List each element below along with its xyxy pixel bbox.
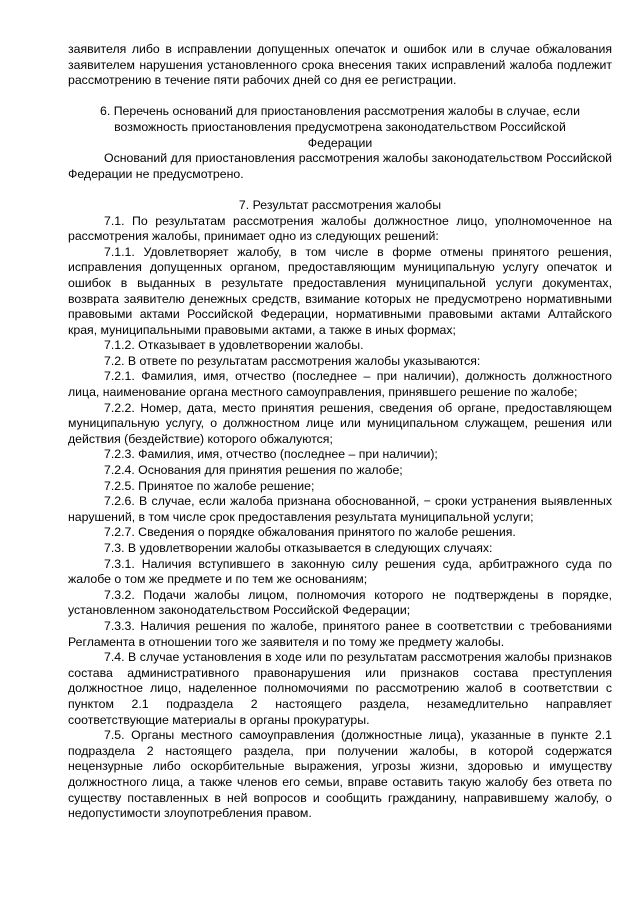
section-6-heading: 6. Перечень оснований для приостановления рассмотрения жалобы в случае, если возможность приостановления предусмотрена законодательством Российской Федерации [100, 104, 580, 150]
spacer [68, 89, 612, 105]
paragraph-7-1: 7.1. По результатам рассмотрения жалобы должностное лицо, уполномоченное на рассмотрения жалобы, принимает одно из следующих решений: [68, 213, 612, 244]
paragraph-7-3: 7.3. В удовлетворении жалобы отказывается в следующих случаях: [104, 541, 493, 555]
paragraph-7-2-2: 7.2.2. Номер, дата, место принятия решения, сведения об органе, предоставляющем муниципальную услугу, о должностном лице или муниципальном служащем, решения или действия (бездействие) которого обжалуются; [68, 400, 612, 446]
paragraph-7-2-4: 7.2.4. Основания для принятия решения по жалобе; [104, 463, 403, 478]
paragraph-7-2-5: 7.2.5. Принятое по жалобе решение; [104, 478, 315, 493]
section-7-heading: 7. Результат рассмотрения жалобы [238, 197, 442, 212]
paragraph-7-3-3: 7.3.3. Наличия решения по жалобе, принятого ранее в соответствии с требованиями Регламента в отношении того же заявителя и по тому же предмету жалобы. [68, 618, 612, 649]
paragraph-6-body: Оснований для приостановления рассмотрения жалобы законодательством Российской Федерации не предусмотрено. [68, 151, 612, 181]
paragraph-7-1-2: 7.1.2. Отказывает в удовлетворении жалобы. [104, 338, 364, 353]
paragraph-7-2-1: 7.2.1. Фамилия, имя, отчество (последнее – при наличии), должность должностного лица, наименование органа местного самоуправления, принявшего решение по жалобе; [68, 369, 612, 400]
paragraph-7-4: 7.4. В случае установления в ходе или по результатам рассмотрения жалобы признаков состава административного правонарушения или признаков состава преступления должностное лицо, наделенное полномочиями по рассмотрению жалоб в соответствии с пунктом 2.1 подраздела 2 настоящего раздела, незамедлительно направляет соответствующие материалы в органы прокуратуры. [68, 650, 612, 727]
spacer [68, 182, 612, 198]
paragraph-7-3-2: 7.3.2. Подачи жалобы лицом, полномочия которого не подтверждены в порядке, установленном законодательством Российской Федерации; [68, 587, 612, 618]
paragraph-7-5: 7.5. Органы местного самоуправления (должностные лица), указанные в пункте 2.1 подраздела 2 настоящего раздела, при получении жалобы, в которой содержатся нецензурные либо оскорбительные выражения, угрозы жизни, здоровью и имуществу должностного лица, а также членов его семьи, вправе оставить такую жалобу без ответа по существу поставленных в ней вопросов и сообщить гражданину, направившему жалобу, о недопустимости злоупотребления правом. [68, 728, 612, 821]
paragraph-7-2-6: 7.2.6. В случае, если жалоба признана обоснованной, − сроки устранения выявленных нарушений, в том числе срок предоставления результата муниципальной услуги; [68, 494, 612, 524]
paragraph-7-3-1: 7.3.1. Наличия вступившего в законную силу решения суда, арбитражного суда по жалобе о том же предмете и по тем же основаниям; [68, 556, 612, 587]
paragraph-7-2-3: 7.2.3. Фамилия, имя, отчество (последнее – при наличии); [104, 447, 438, 462]
paragraph-7-1-1: 7.1.1. Удовлетворяет жалобу, в том числе в форме отмены принятого решения, исправления допущенных органом, предоставляющим муниципальную услугу опечаток и ошибок в выданных в результате предоставления муниципальной услуги документах, возврата заявителю денежных средств, взимание которых не предусмотрено нормативными правовыми актами Российской Федерации, нормативными правовыми актами Алтайского края, муниципальными правовыми актами, а также в иных формах; [68, 244, 612, 337]
paragraph-7-2-7: 7.2.7. Сведения о порядке обжалования принятого по жалобе решения. [104, 525, 516, 540]
paragraph-7-2: 7.2. В ответе по результатам рассмотрения жалобы указываются: [104, 353, 481, 368]
paragraph-continuation: заявителя либо в исправлении допущенных опечаток и ошибок или в случае обжалования заявителем нарушения установленного срока внесения таких исправлений жалоба подлежит рассмотрению в течение пяти рабочих дней со дня ее регистрации. [68, 42, 612, 88]
